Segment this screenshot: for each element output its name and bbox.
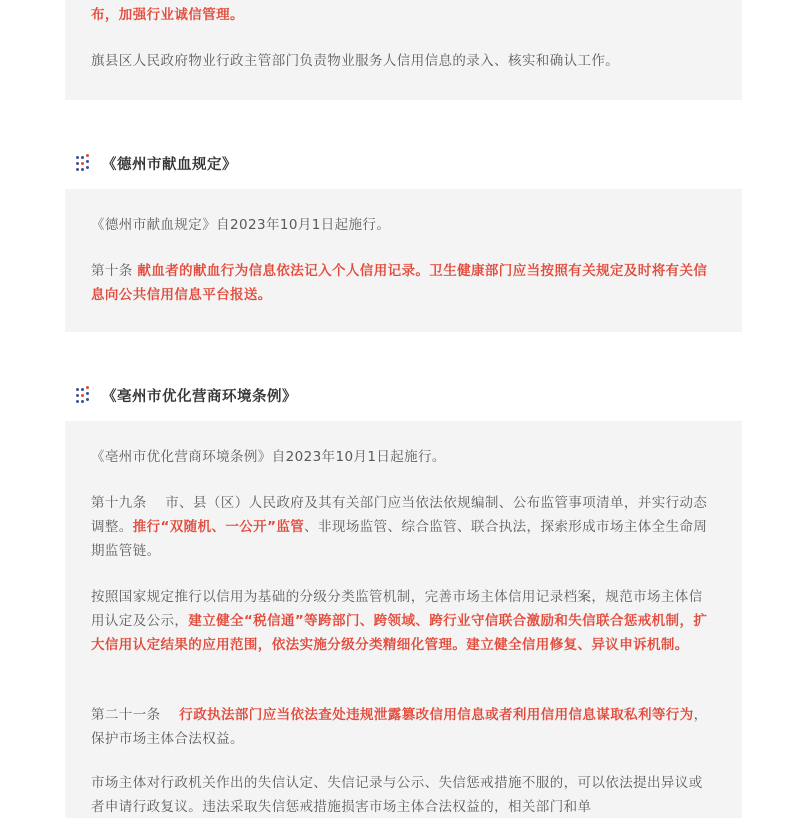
paragraph-text: ，保护市场主体合法权益。 <box>91 707 708 747</box>
dot-grid-icon <box>76 154 92 172</box>
paragraph-red-text <box>91 3 716 27</box>
section-title: 《德州市献血规定》 <box>102 156 237 173</box>
highlight-text: 建立健全“税信通”等跨部门、跨领域、跨行业守信联合激励和失信联合惩戒机制，扩大信用认定结果的应用范围，依法实施分级分类精细化管理。建立健全信用修复、异议申诉机制。 <box>91 613 708 653</box>
article-paragraph <box>91 259 716 307</box>
highlight-text: 献血者的献血行为信息依法记入个人信用记录。卫生健康部门应当按照有关规定及时将有关信息向公共信用信息平台报送。 <box>91 263 708 303</box>
content-box-1 <box>65 0 742 100</box>
content-box-2 <box>65 189 742 332</box>
paragraph-text: 《亳州市优化营商环境条例》自2023年10月1日起施行。 <box>91 449 446 465</box>
section-heading-bozhou <box>76 385 297 405</box>
paragraph-text: 《德州市献血规定》自2023年10月1日起施行。 <box>91 217 391 233</box>
section-title: 《亳州市优化营商环境条例》 <box>102 388 297 405</box>
paragraph-text: 按照国家规定推行以信用为基础的分级分类监管机制，完善市场主体信用记录档案，规范市场主体信用认定及公示， <box>91 589 703 629</box>
highlight-text: 布，加强行业诚信管理。 <box>91 7 244 23</box>
article-label: 第十条 <box>91 263 133 279</box>
dot-grid-icon <box>76 386 92 404</box>
credit-supervision-paragraph <box>91 585 716 657</box>
paragraph-text: 、非现场监管、综合监管、联合执法，探索形成市场主体全生命周期监管链。 <box>91 519 708 559</box>
section-heading-dezhou <box>76 153 237 173</box>
article-19-paragraph <box>91 491 716 563</box>
content-box-3 <box>65 421 742 818</box>
article-label: 第二十一条 <box>91 707 161 723</box>
objection-paragraph: 市场主体对行政机关作出的失信认定、失信记录与公示、失信惩戒措施不服的，可以依法提出异议或者申请行政复议。违法采取失信惩戒措施损害市场主体合法权益的，相关部门和单 <box>91 775 703 815</box>
article-21-paragraph <box>91 703 716 751</box>
highlight-text: 行政执法部门应当依法查处违规泄露篡改信用信息或者利用信用信息谋取私利等行为 <box>179 707 694 723</box>
paragraph-text: 第十九条 市、县（区）人民政府及其有关部门应当依法依规编制、公布监管事项清单，并实行动态调整。 <box>91 495 708 535</box>
paragraph-text: 旗县区人民政府物业行政主管部门负责物业服务人信用信息的录入、核实和确认工作。 <box>91 53 620 69</box>
highlight-text: 推行“双随机、一公开”监管 <box>132 519 305 535</box>
